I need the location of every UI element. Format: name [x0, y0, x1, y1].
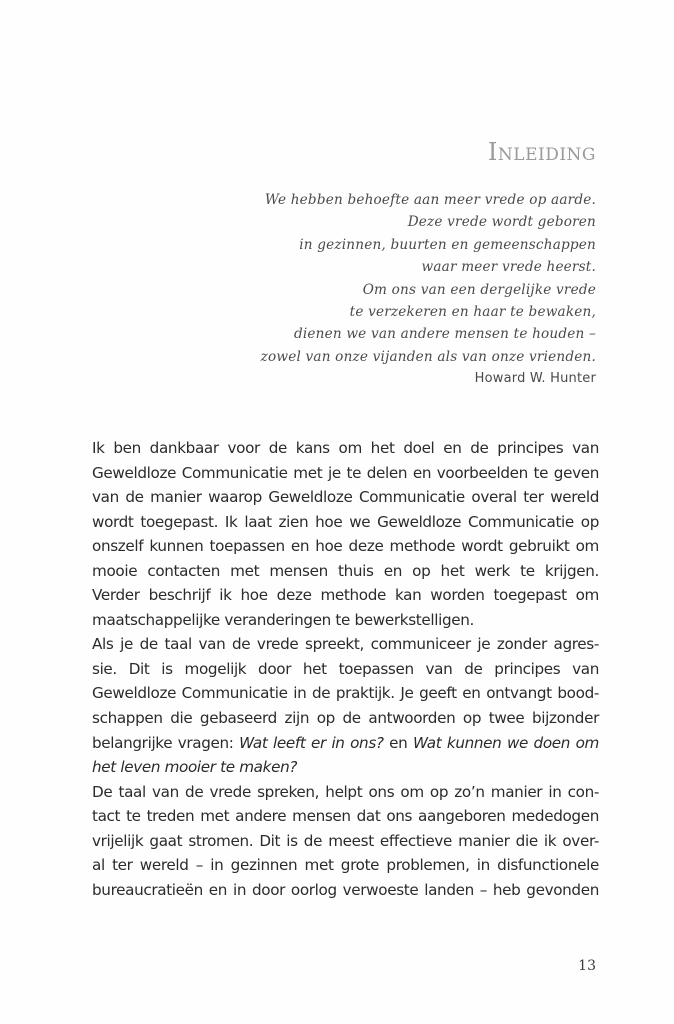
- text-run: Geweldloze Communicatie met je te delen en voorbeelden te geven: [92, 463, 599, 482]
- italic-question: het leven mooier te maken?: [92, 758, 298, 777]
- text-run: De taal van de vrede spreken, helpt ons om op zo’n manier in con-: [92, 782, 599, 801]
- epigraph-line: te verzekeren en haar te bewaken,: [349, 304, 596, 321]
- epigraph-line: Deze vrede wordt geboren: [407, 214, 596, 231]
- text-run: schappen die gebaseerd zijn op de antwoorden op twee bijzonder: [92, 709, 599, 728]
- body-line: [92, 780, 599, 805]
- body-line: [92, 755, 599, 780]
- chapter-title: Inleiding: [487, 138, 596, 166]
- text-run: mooie contacten met mensen thuis en op het werk te krijgen.: [92, 561, 599, 580]
- body-line: [92, 583, 599, 608]
- body-text: [92, 436, 599, 902]
- text-run: al ter wereld – in gezinnen met grote problemen, in disfunctionele: [92, 856, 599, 875]
- text-run: van de manier waarop Geweldloze Communicatie overal ter wereld: [92, 488, 599, 507]
- body-line: [92, 804, 599, 829]
- italic-question: Wat kunnen we doen om: [412, 733, 599, 752]
- body-line: [92, 436, 599, 461]
- epigraph-line: waar meer vrede heerst.: [421, 259, 596, 276]
- epigraph-line: We hebben behoefte aan meer vrede op aarde.: [264, 192, 596, 208]
- text-run: sie. Dit is mogelijk door het toepassen van de principes van: [92, 659, 599, 678]
- text-run: wordt toegepast. Ik laat zien hoe we Geweldloze Communicatie op: [92, 512, 599, 531]
- epigraph: [176, 189, 596, 391]
- text-run: tact te treden met andere mensen dat ons aangeboren mededogen: [92, 807, 599, 826]
- text-run: onszelf kunnen toepassen en hoe deze methode wordt gebruikt om: [92, 537, 599, 556]
- body-line: [92, 853, 599, 878]
- text-run: en: [383, 733, 413, 752]
- body-line: [92, 731, 599, 756]
- text-run: bureaucratieën en in door oorlog verwoeste landen – heb gevonden: [92, 880, 599, 899]
- page-number: 13: [578, 958, 596, 974]
- body-line: [92, 829, 599, 854]
- epigraph-line: in gezinnen, buurten en gemeenschappen: [299, 236, 596, 253]
- text-run: Als je de taal van de vrede spreekt, communiceer je zonder agres-: [92, 635, 599, 654]
- epigraph-line: Om ons van een dergelijke vrede: [362, 281, 596, 298]
- body-line: [92, 461, 599, 486]
- epigraph-line: dienen we van andere mensen te houden –: [293, 326, 596, 343]
- text-run: belangrijke vragen:: [92, 733, 240, 752]
- body-line: [92, 485, 599, 510]
- text-run: Ik ben dankbaar voor de kans om het doel en de principes van: [92, 439, 599, 457]
- body-line: [92, 510, 599, 535]
- body-line: [92, 608, 599, 633]
- italic-question: Wat leeft er in ons?: [239, 733, 384, 752]
- epigraph-line: zowel van onze vijanden als van onze vrienden.: [260, 348, 596, 365]
- epigraph-author: Howard W. Hunter: [474, 371, 596, 387]
- body-line: [92, 657, 599, 682]
- body-line: [92, 878, 599, 903]
- text-run: Verder beschrijf ik hoe deze methode kan worden toegepast om: [92, 586, 599, 605]
- body-line: [92, 681, 599, 706]
- body-line: [92, 706, 599, 731]
- text-run: vrijelijk gaat stromen. Dit is de meest effectieve manier die ik over-: [92, 831, 599, 850]
- body-line: [92, 632, 599, 657]
- body-line: [92, 559, 599, 584]
- body-line: [92, 534, 599, 559]
- text-run: Geweldloze Communicatie in de praktijk. Je geeft en ontvangt bood-: [92, 684, 599, 703]
- text-run: maatschappelijke veranderingen te bewerkstelligen.: [92, 610, 475, 629]
